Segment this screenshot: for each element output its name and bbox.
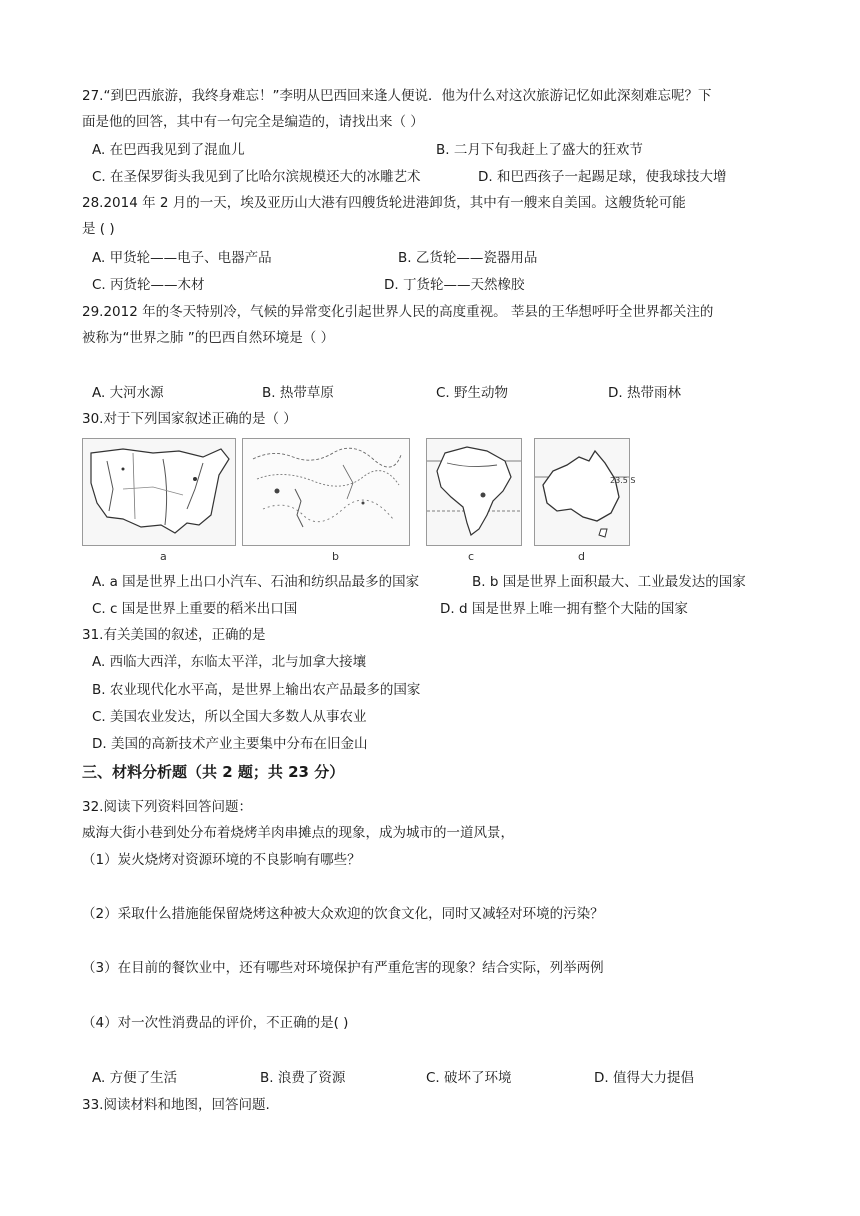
map-d-caption: d [578,550,585,563]
tropic-label: 23.5 S [610,476,636,485]
q28-option-c[interactable]: C. 丙货轮——木材 [92,277,205,293]
q29-stem-line2: 被称为“世界之肺 ”的巴西自然环境是（ ） [82,330,335,346]
q29-option-d[interactable]: D. 热带雨林 [608,385,681,401]
q28-option-d[interactable]: D. 丁货轮——天然橡胶 [384,277,525,293]
q32-material: 威海大街小巷到处分布着烧烤羊肉串摊点的现象，成为城市的一道风景， [82,825,514,841]
map-d-australia [534,438,630,546]
q31-option-b[interactable]: B. 农业现代化水平高，是世界上输出农产品最多的国家 [92,682,421,698]
q29-stem-line1: 29.2012 年的冬天特别冷，气候的异常变化引起世界人民的高度重视。 莘县的王华想呼吁全世界都关注的 [82,304,714,320]
map-c-brazil [426,438,522,546]
q30-option-b[interactable]: B. b 国是世界上面积最大、工业最发达的国家 [472,574,746,590]
map-a-caption: a [160,550,167,563]
q27-option-b[interactable]: B. 二月下旬我赶上了盛大的狂欢节 [436,142,643,158]
map-c-caption: c [468,550,475,563]
q32-subquestion-4: （4）对一次性消费品的评价，不正确的是( ) [82,1015,349,1031]
q32-option-d[interactable]: D. 值得大力提倡 [594,1070,694,1086]
q29-option-b[interactable]: B. 热带草原 [262,385,334,401]
map-b [242,438,410,546]
q30-option-c[interactable]: C. c 国是世界上重要的稻米出口国 [92,601,298,617]
q28-stem-line2: 是 ( ) [82,221,115,237]
section-3-title: 三、材料分析题（共 2 题；共 23 分） [82,763,345,781]
q32-option-b[interactable]: B. 浪费了资源 [260,1070,346,1086]
q29-option-c[interactable]: C. 野生动物 [436,385,509,401]
q27-stem-line2: 面是他的回答，其中有一句完全是编造的，请找出来（ ） [82,114,424,130]
q32-option-c[interactable]: C. 破坏了环境 [426,1070,512,1086]
map-b-caption: b [332,550,339,563]
q32-subquestion-2: （2）采取什么措施能保留烧烤这种被大众欢迎的饮食文化，同时又减轻对环境的污染？ [82,906,604,922]
q28-option-a[interactable]: A. 甲货轮——电子、电器产品 [92,250,272,266]
eurasia-outline-map [243,439,409,545]
q32-option-a[interactable]: A. 方便了生活 [92,1070,178,1086]
q28-option-b[interactable]: B. 乙货轮——瓷器用品 [398,250,538,266]
q31-stem: 31.有关美国的叙述，正确的是 [82,627,266,643]
q32-stem: 32.阅读下列资料回答问题： [82,799,252,815]
q30-option-a[interactable]: A. a 国是世界上出口小汽车、石油和纺织品最多的国家 [92,574,420,590]
q27-option-d[interactable]: D. 和巴西孩子一起踢足球，使我球技大增 [478,169,727,185]
q28-stem-line1: 28.2014 年 2 月的一天，埃及亚历山大港有四艘货轮进港卸货，其中有一艘来自美国。这艘货轮可能 [82,195,686,211]
usa-outline-map [83,439,235,545]
map-a-usa [82,438,236,546]
q32-subquestion-1: （1）炭火烧烤对资源环境的不良影响有哪些？ [82,852,361,868]
q29-option-a[interactable]: A. 大河水源 [92,385,164,401]
q31-option-a[interactable]: A. 西临大西洋，东临太平洋，北与加拿大接壤 [92,654,367,670]
q27-option-a[interactable]: A. 在巴西我见到了混血儿 [92,142,245,158]
q27-option-c[interactable]: C. 在圣保罗街头我见到了比哈尔滨规模还大的冰雕艺术 [92,169,421,185]
q31-option-d[interactable]: D. 美国的高新技术产业主要集中分布在旧金山 [92,736,368,752]
australia-outline-map [535,439,629,545]
q33-stem: 33.阅读材料和地图，回答问题. [82,1097,270,1113]
country-maps [82,438,642,568]
brazil-outline-map [427,439,521,545]
q30-stem: 30.对于下列国家叙述正确的是（ ） [82,411,297,427]
q27-stem-line1: 27.“到巴西旅游，我终身难忘！”李明从巴西回来逢人便说．他为什么对这次旅游记忆如此深刻难忘呢？下 [82,88,712,104]
q32-subquestion-3: （3）在目前的餐饮业中，还有哪些对环境保护有严重危害的现象？结合实际，列举两例 [82,960,604,976]
q31-option-c[interactable]: C. 美国农业发达，所以全国大多数人从事农业 [92,709,367,725]
q30-option-d[interactable]: D. d 国是世界上唯一拥有整个大陆的国家 [440,601,688,617]
